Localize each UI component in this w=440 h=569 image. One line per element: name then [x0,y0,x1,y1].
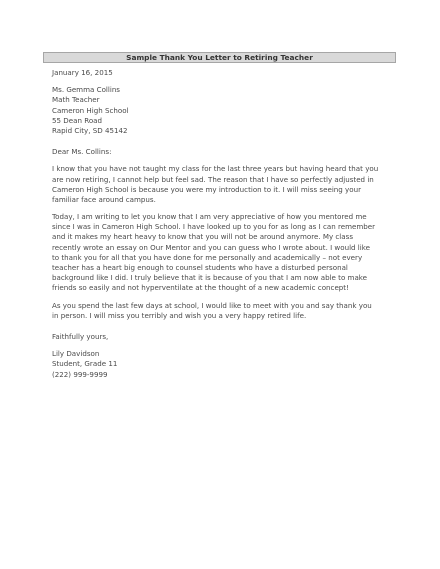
signer-phone: (222) 999-9999 [52,369,108,379]
paragraph-line: and it makes my heart heavy to know that you will not be around anymore. My class [52,232,354,242]
paragraph-line: in person. I will miss you terribly and wish you a very happy retired life. [52,310,307,320]
signer-name: Lily Davidson [52,349,100,359]
signature-block [52,349,392,380]
recipient-address [52,85,392,136]
paragraph-line: friends so easily and not hyperventilate at the thought of a new academic concept! [52,283,349,293]
paragraph-2 [52,212,392,294]
paragraph-line: are now retiring, I cannot help but feel sad. The reason that I have so perfectly adjusted in [52,174,374,184]
recipient-school: Cameron High School [52,105,129,115]
closing: Faithfully yours, [52,331,109,341]
paragraph-line: As you spend the last few days at school, I would like to meet with you and say thank you [52,300,372,310]
recipient-street: 55 Dean Road [52,115,103,125]
signer-role: Student, Grade 11 [52,359,118,369]
paragraph-line: Cameron High School is because you were my introduction to it. I will miss seeing your [52,184,362,194]
recipient-name: Ms. Gemma Collins [52,85,121,95]
paragraph-line: recently wrote an essay on Our Mentor and you can guess who I wrote about. I would like [52,242,370,252]
recipient-title: Math Teacher [52,95,100,105]
letter-date: January 16, 2015 [52,68,113,77]
salutation: Dear Ms. Collins: [52,147,112,157]
paragraph-1 [52,164,392,205]
paragraph-line: background like I did. I truly believe that it is because of you that I am now able to make [52,273,368,283]
paragraph-3 [52,301,392,321]
letter-body [52,68,392,380]
paragraph-line: I know that you have not taught my class for the last three years but having heard that you [52,164,379,174]
paragraph-line: since I was in Cameron High School. I have looked up to you for as long as I can remember [52,222,376,232]
document-title: Sample Thank You Letter to Retiring Teacher [43,52,396,63]
recipient-city: Rapid City, SD 45142 [52,125,128,135]
paragraph-line: to thank you for all that you have done for me personally and academically – not every [52,252,363,262]
paragraph-line: familiar face around campus. [52,194,156,204]
paragraph-line: teacher has a heart big enough to counsel students who have a disturbed personal [52,263,348,272]
paragraph-line: Today, I am writing to let you know that I am very appreciative of how you mentored me [52,212,367,222]
